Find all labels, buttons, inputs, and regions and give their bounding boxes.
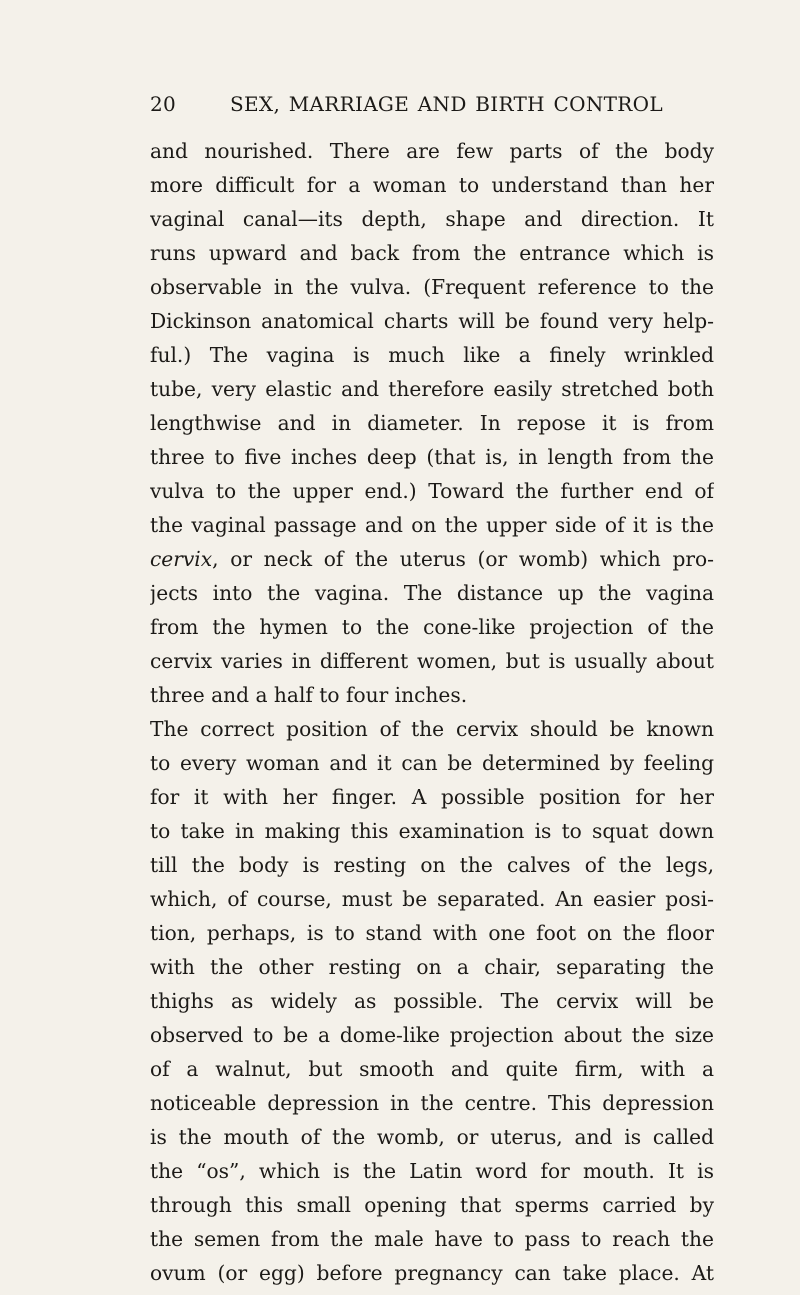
text-line: to every woman and it can be determined by feeling [150,751,714,775]
text-line: of a walnut, but smooth and quite firm, with a [150,1057,714,1081]
text-line: to take in making this examination is to squat down [150,819,714,843]
text-line: with the other resting on a chair, separating the [150,955,714,979]
text-line: vaginal canal—its depth, shape and direction. It [150,207,714,231]
text-line: observed to be a dome-like projection about the size [150,1023,714,1047]
body-text [150,134,714,1290]
text-line: through this small opening that sperms carried by [150,1193,714,1217]
text-line: ovum (or egg) before pregnancy can take place. At [150,1261,714,1285]
page-number: 20 [150,92,177,116]
text-line: the semen from the male have to pass to reach the [150,1227,714,1251]
text-line: The correct position of the cervix should be known [150,717,714,741]
text-line: cervix varies in different women, but is usually about [150,649,714,673]
text-line: the vaginal passage and on the upper side of it is the [150,513,714,537]
text-line: which, of course, must be separated. An easier posi- [150,887,714,911]
text-line: runs upward and back from the entrance which is [150,241,714,265]
text-line: ful.) The vagina is much like a finely wrinkled [150,343,714,367]
text-line-cervix [150,542,714,576]
text-line: the “os”, which is the Latin word for mouth. It is [150,1159,714,1183]
running-title: SEX, MARRIAGE AND BIRTH CONTROL [230,92,663,116]
text-line: observable in the vulva. (Frequent reference to the [150,275,714,299]
text-line: jects into the vagina. The distance up the vagina [150,581,714,605]
text-line: tion, perhaps, is to stand with one foot on the floor [150,921,714,945]
text-line: three and a half to four inches. [150,683,468,707]
italic-term: cervix [150,547,213,571]
running-head [150,92,714,122]
text-line: vulva to the upper end.) Toward the further end of [150,479,714,503]
text-line: three to five inches deep (that is, in length from the [150,445,714,469]
text-line: and nourished. There are few parts of the body [150,139,714,163]
text-line: lengthwise and in diameter. In repose it is from [150,411,714,435]
text-line: more difficult for a woman to understand than her [150,173,714,197]
book-page [150,92,714,1290]
text-line-rest: , or neck of the uterus (or womb) which pro- [212,547,714,571]
text-line: noticeable depression in the centre. This depression [150,1091,714,1115]
text-line: from the hymen to the cone-like projection of the [150,615,714,639]
text-line: for it with her finger. A possible position for her [150,785,714,809]
text-line: Dickinson anatomical charts will be found very help- [150,309,714,333]
text-line: thighs as widely as possible. The cervix will be [150,989,714,1013]
text-line: till the body is resting on the calves of the legs, [150,853,714,877]
text-line: tube, very elastic and therefore easily stretched both [150,377,714,401]
text-line: is the mouth of the womb, or uterus, and is called [150,1125,714,1149]
